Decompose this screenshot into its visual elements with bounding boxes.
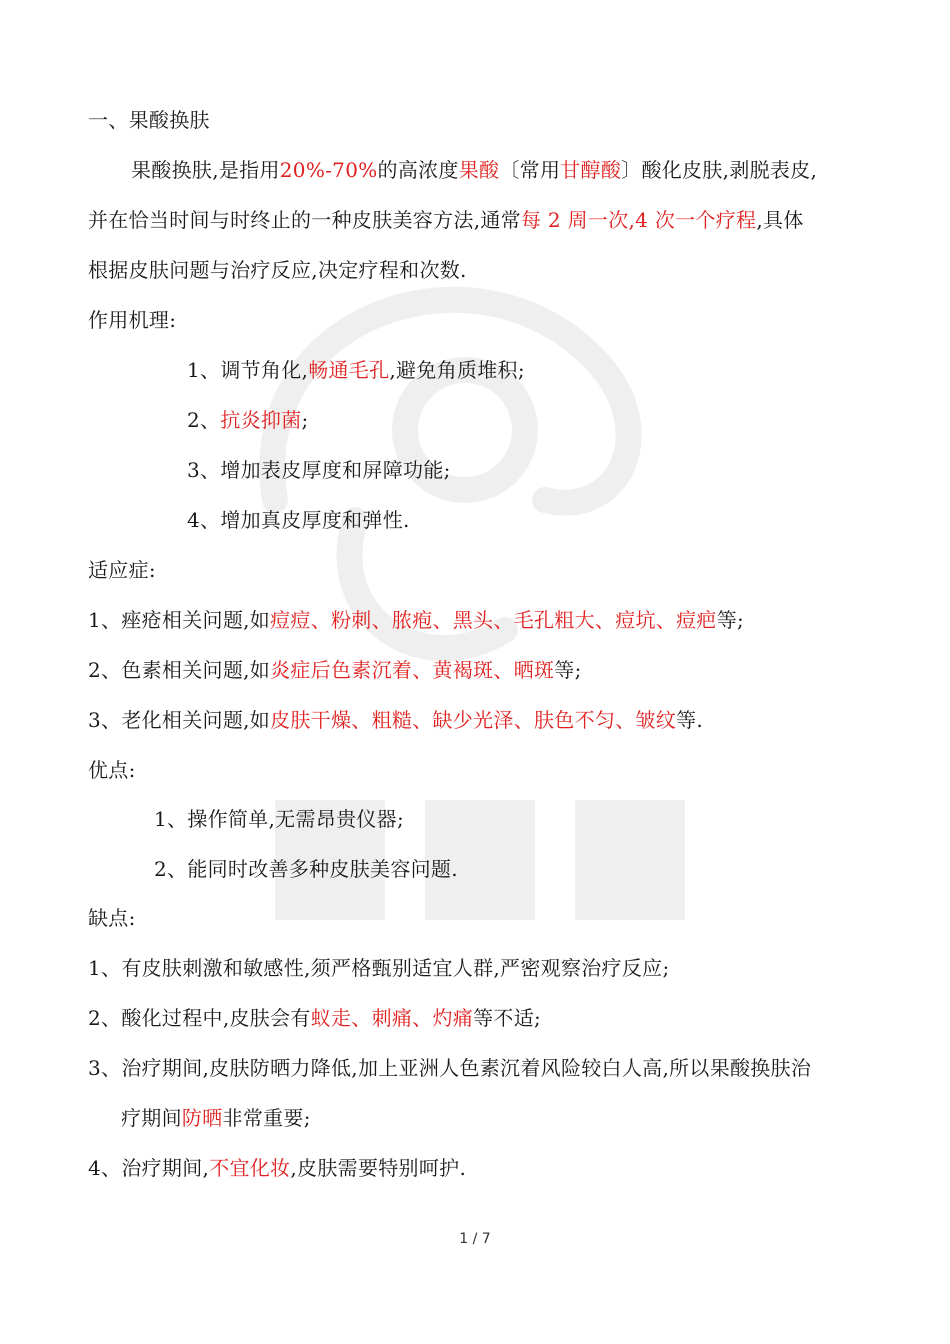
page-number: 1 / 7 (459, 1231, 491, 1247)
mechanism-item-1: 1、调节角化,畅通毛孔,避免角质堆积; (187, 358, 525, 382)
disadvantages-heading: 缺点: (88, 906, 136, 930)
mechanism-heading: 作用机理: (88, 308, 177, 332)
disadvantages-item-4: 4、治疗期间,不宜化妆,皮肤需要特别呵护. (88, 1156, 467, 1180)
section-title: 一、果酸换肤 (88, 108, 210, 132)
mechanism-item-3: 3、增加表皮厚度和屏障功能; (187, 458, 451, 482)
indications-item-2: 2、色素相关问题,如炎症后色素沉着、黄褐斑、晒斑等; (88, 658, 582, 682)
advantages-item-1: 1、操作简单,无需昂贵仪器; (154, 807, 405, 831)
indications-item-1: 1、痤疮相关问题,如痘痘、粉刺、脓疱、黑头、毛孔粗大、痘坑、痘疤等; (88, 608, 745, 632)
mechanism-item-2: 2、抗炎抑菌; (187, 408, 309, 432)
intro-line-3: 根据皮肤问题与治疗反应,决定疗程和次数. (88, 258, 467, 282)
indications-heading: 适应症: (88, 558, 156, 582)
indications-item-3: 3、老化相关问题,如皮肤干燥、粗糙、缺少光泽、肤色不匀、皱纹等. (88, 708, 704, 732)
intro-line-1: 果酸换肤,是指用20%-70%的高浓度果酸〔常用甘醇酸〕酸化皮肤,剥脱表皮, (131, 158, 818, 182)
intro-line-2: 并在恰当时间与时终止的一种皮肤美容方法,通常每 2 周一次,4 次一个疗程,具体 (88, 208, 804, 232)
disadvantages-item-3-line-2: 疗期间防晒非常重要; (121, 1106, 311, 1130)
advantages-item-2: 2、能同时改善多种皮肤美容问题. (154, 857, 458, 881)
advantages-heading: 优点: (88, 758, 136, 782)
watermark-logo-icon (205, 200, 725, 960)
disadvantages-item-3-line-1: 3、治疗期间,皮肤防晒力降低,加上亚洲人色素沉着风险较白人高,所以果酸换肤治 (88, 1056, 812, 1080)
disadvantages-item-1: 1、有皮肤刺激和敏感性,须严格甄别适宜人群,严密观察治疗反应; (88, 956, 670, 980)
disadvantages-item-2: 2、酸化过程中,皮肤会有蚁走、刺痛、灼痛等不适; (88, 1006, 542, 1030)
mechanism-item-4: 4、增加真皮厚度和弹性. (187, 508, 410, 532)
